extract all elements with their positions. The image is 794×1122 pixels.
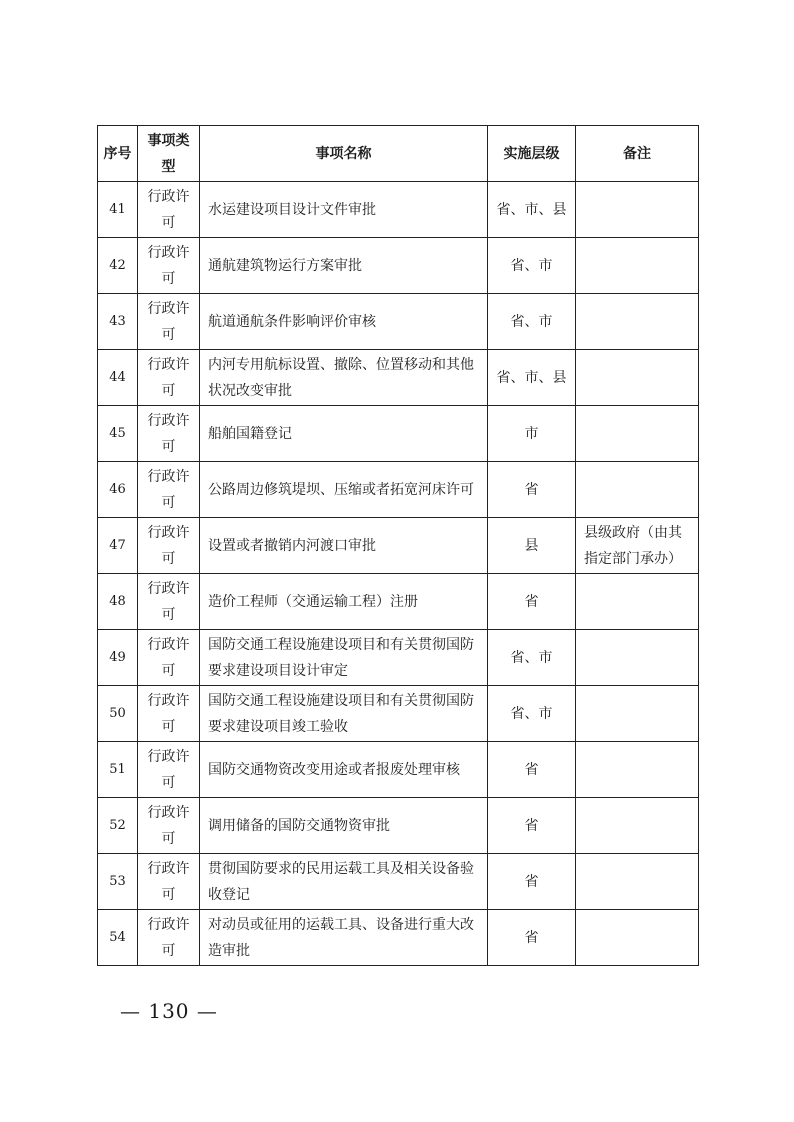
- cell-level: 省: [488, 462, 576, 518]
- cell-name: 内河专用航标设置、撤除、位置移动和其他状况改变审批: [200, 350, 488, 406]
- cell-type: 行政许可: [138, 798, 200, 854]
- cell-seq: 46: [98, 462, 138, 518]
- cell-note: [576, 854, 699, 910]
- cell-level: 县: [488, 518, 576, 574]
- cell-type: 行政许可: [138, 686, 200, 742]
- cell-seq: 44: [98, 350, 138, 406]
- cell-type: 行政许可: [138, 406, 200, 462]
- cell-seq: 49: [98, 630, 138, 686]
- table-row: [98, 182, 699, 238]
- table-row: [98, 574, 699, 630]
- cell-type: 行政许可: [138, 574, 200, 630]
- cell-type: 行政许可: [138, 350, 200, 406]
- cell-name: 水运建设项目设计文件审批: [200, 182, 488, 238]
- table-row: [98, 910, 699, 966]
- cell-level: 省: [488, 742, 576, 798]
- cell-name: 船舶国籍登记: [200, 406, 488, 462]
- cell-type: 行政许可: [138, 630, 200, 686]
- matters-table: [97, 125, 699, 966]
- table-row: [98, 798, 699, 854]
- cell-level: 省、市: [488, 686, 576, 742]
- table-header-row: [98, 126, 699, 182]
- cell-seq: 53: [98, 854, 138, 910]
- cell-seq: 43: [98, 294, 138, 350]
- header-seq: 序号: [98, 126, 138, 182]
- cell-seq: 51: [98, 742, 138, 798]
- cell-level: 省、市、县: [488, 182, 576, 238]
- cell-type: 行政许可: [138, 182, 200, 238]
- cell-note: [576, 630, 699, 686]
- cell-name: 航道通航条件影响评价审核: [200, 294, 488, 350]
- cell-level: 省、市: [488, 630, 576, 686]
- cell-level: 省、市、县: [488, 350, 576, 406]
- cell-type: 行政许可: [138, 518, 200, 574]
- cell-note: [576, 462, 699, 518]
- cell-note: [576, 798, 699, 854]
- cell-type: 行政许可: [138, 910, 200, 966]
- table-row: [98, 350, 699, 406]
- cell-level: 市: [488, 406, 576, 462]
- table-row: [98, 854, 699, 910]
- table-row: [98, 294, 699, 350]
- cell-note: [576, 686, 699, 742]
- cell-seq: 42: [98, 238, 138, 294]
- cell-seq: 45: [98, 406, 138, 462]
- cell-name: 贯彻国防要求的民用运载工具及相关设备验收登记: [200, 854, 488, 910]
- header-name: 事项名称: [200, 126, 488, 182]
- cell-level: 省、市: [488, 238, 576, 294]
- cell-seq: 52: [98, 798, 138, 854]
- cell-seq: 41: [98, 182, 138, 238]
- cell-level: 省: [488, 854, 576, 910]
- cell-level: 省、市: [488, 294, 576, 350]
- table-row: [98, 742, 699, 798]
- cell-seq: 47: [98, 518, 138, 574]
- cell-name: 造价工程师（交通运输工程）注册: [200, 574, 488, 630]
- cell-note: 县级政府（由其指定部门承办）: [576, 518, 699, 574]
- page-number: — 130 —: [120, 999, 218, 1023]
- cell-type: 行政许可: [138, 742, 200, 798]
- cell-type: 行政许可: [138, 462, 200, 518]
- cell-note: [576, 406, 699, 462]
- cell-type: 行政许可: [138, 294, 200, 350]
- header-note: 备注: [576, 126, 699, 182]
- cell-name: 设置或者撤销内河渡口审批: [200, 518, 488, 574]
- cell-type: 行政许可: [138, 854, 200, 910]
- cell-name: 公路周边修筑堤坝、压缩或者拓宽河床许可: [200, 462, 488, 518]
- cell-note: [576, 182, 699, 238]
- cell-name: 国防交通工程设施建设项目和有关贯彻国防要求建设项目设计审定: [200, 630, 488, 686]
- cell-note: [576, 350, 699, 406]
- cell-level: 省: [488, 798, 576, 854]
- table-row: [98, 406, 699, 462]
- table-row: [98, 238, 699, 294]
- cell-note: [576, 574, 699, 630]
- table-row: [98, 630, 699, 686]
- header-level: 实施层级: [488, 126, 576, 182]
- header-type: 事项类型: [138, 126, 200, 182]
- cell-note: [576, 238, 699, 294]
- table-row: [98, 518, 699, 574]
- cell-seq: 48: [98, 574, 138, 630]
- cell-name: 国防交通工程设施建设项目和有关贯彻国防要求建设项目竣工验收: [200, 686, 488, 742]
- table-row: [98, 462, 699, 518]
- cell-level: 省: [488, 574, 576, 630]
- table-body: [98, 182, 699, 966]
- cell-name: 通航建筑物运行方案审批: [200, 238, 488, 294]
- cell-note: [576, 294, 699, 350]
- table-row: [98, 686, 699, 742]
- cell-name: 对动员或征用的运载工具、设备进行重大改造审批: [200, 910, 488, 966]
- cell-name: 国防交通物资改变用途或者报废处理审核: [200, 742, 488, 798]
- cell-level: 省: [488, 910, 576, 966]
- cell-seq: 50: [98, 686, 138, 742]
- cell-note: [576, 742, 699, 798]
- cell-type: 行政许可: [138, 238, 200, 294]
- cell-note: [576, 910, 699, 966]
- cell-name: 调用储备的国防交通物资审批: [200, 798, 488, 854]
- cell-seq: 54: [98, 910, 138, 966]
